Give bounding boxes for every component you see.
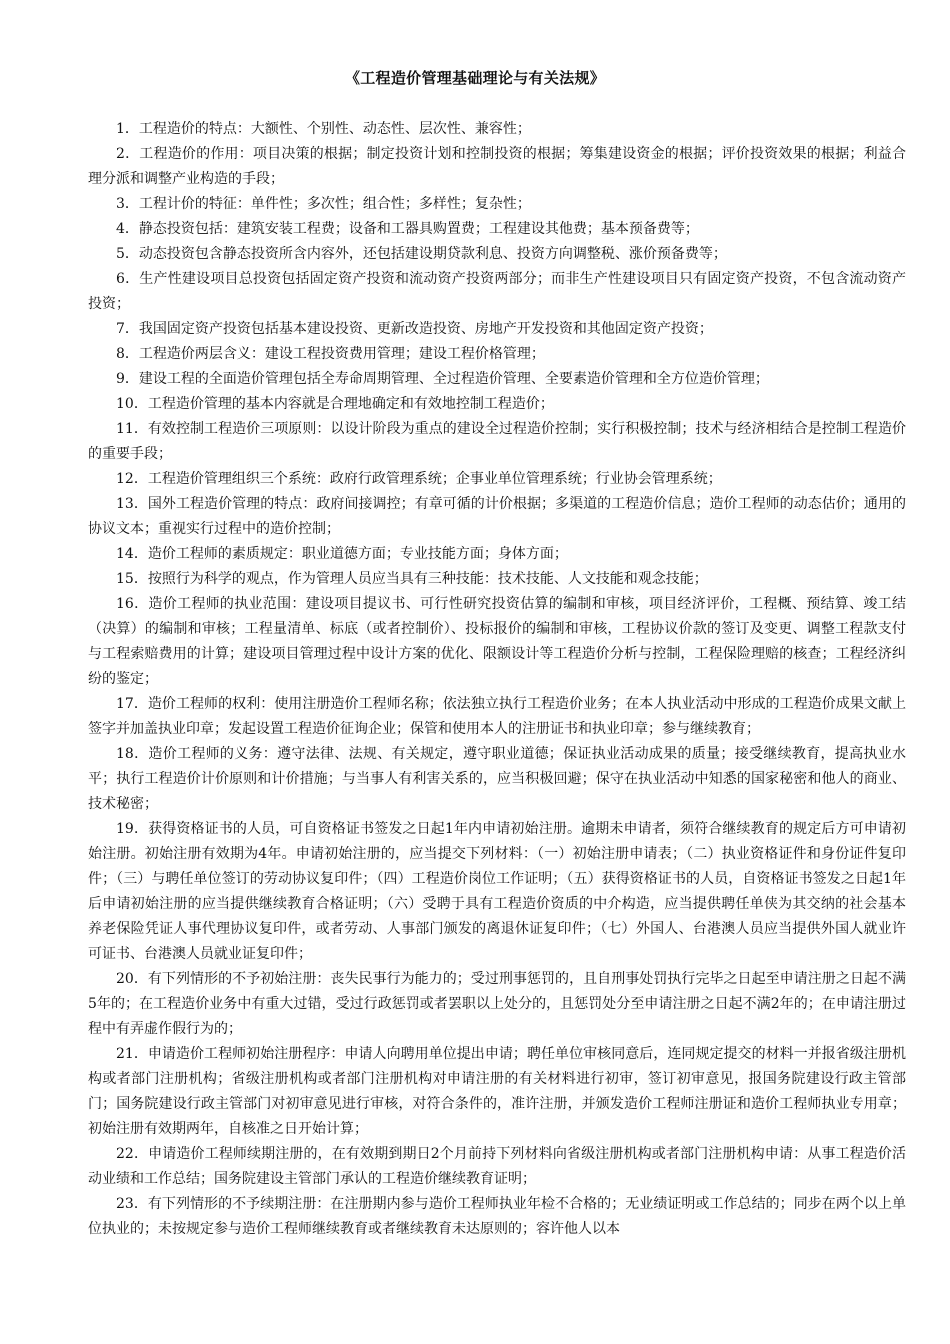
document-title: 《工程造价管理基础理论与有关法规》 [344, 69, 606, 87]
paragraph-3: 3．工程计价的特征：单件性；多次性；组合性；多样性；复杂性； [116, 196, 531, 212]
paragraph-11: 11．有效控制工程造价三项原则：以设计阶段为重点的建设全过程造价控制；实行积极控制；技术与经济相结合是控制工程造价的重要手段； [88, 421, 906, 462]
paragraph-21: 21．申请造价工程师初始注册程序：申请人向聘用单位提出申请；聘任单位审核同意后，连同规定提交的材料一并报省级注册机构或者部门注册机构；省级注册机构或者部门注册机构对申请注册的有关材料进行初审，签订初审意见，报国务院建设行政主管部门；国务院建设行政主管部门对初审意见进行审核，对符合条件的，准许注册，并颁发造价工程师注册证和造价工程师执业专用章；初始注册有效期两年，自核准之日开始计算； [88, 1046, 906, 1137]
document-body [88, 117, 906, 1242]
paragraph-19: 19．获得资格证书的人员，可自资格证书签发之日起1年内申请初始注册。逾期未申请者，须符合继续教育的规定后方可申请初始注册。初始注册有效期为4年。申请初始注册的，应当提交下列材料：（一）初始注册申请表；（二）执业资格证件和身份证件复印件；（三）与聘任单位签订的劳动协议复印件；（四）工程造价岗位工作证明；（五）获得资格证书的人员，自资格证书签发之日起1年后申请初始注册的应当提供继续教育合格证明；（六）受聘于具有工程造价资质的中介构造，应当提供聘任单侠为其交纳的社会基本养老保险凭证人事代理协议复印件，或者劳动、人事部门颁发的离退休证复印件；（七）外国人、台港澳人员应当提供外国人就业许可证书、台港澳人员就业证复印件； [88, 821, 906, 962]
paragraph-6: 6．生产性建设项目总投资包括固定资产投资和流动资产投资两部分；而非生产性建设项目只有固定资产投资，不包含流动资产投资； [88, 271, 906, 312]
paragraph-15: 15．按照行为科学的观点，作为管理人员应当具有三种技能：技术技能、人文技能和观念技能； [116, 571, 708, 587]
paragraph-10: 10．工程造价管理的基本内容就是合理地确定和有效地控制工程造价； [116, 396, 554, 412]
paragraph-9: 9．建设工程的全面造价管理包括全寿命周期管理、全过程造价管理、全要素造价管理和全方位造价管理； [116, 371, 769, 387]
paragraph-5: 5．动态投资包含静态投资所含内容外，还包括建设期贷款利息、投资方向调整税、涨价预备费等； [116, 246, 727, 262]
paragraph-20: 20．有下列情形的不予初始注册：丧失民事行为能力的；受过刑事惩罚的，且自刑事处罚执行完毕之日起至申请注册之日起不满5年的；在工程造价业务中有重大过错，受过行政惩罚或者罢职以上处分的，且惩罚处分至申请注册之日起不满2年的；在申请注册过程中有弄虚作假行为的； [88, 971, 906, 1037]
paragraph-8: 8．工程造价两层含义：建设工程投资费用管理；建设工程价格管理； [116, 346, 545, 362]
paragraph-13: 13．国外工程造价管理的特点：政府间接调控；有章可循的计价根据；多渠道的工程造价信息；造价工程师的动态估价；通用的协议文本；重视实行过程中的造价控制； [88, 496, 906, 537]
paragraph-2: 2．工程造价的作用：项目决策的根据；制定投资计划和控制投资的根据；筹集建设资金的根据；评价投资效果的根据；利益合理分派和调整产业构造的手段； [88, 146, 906, 187]
paragraph-12: 12．工程造价管理组织三个系统：政府行政管理系统；企事业单位管理系统；行业协会管理系统； [116, 471, 722, 487]
paragraph-4: 4．静态投资包括：建筑安装工程费；设备和工器具购置费；工程建设其他费；基本预备费等； [116, 221, 699, 237]
paragraph-22: 22．申请造价工程师续期注册的，在有效期到期日2个月前持下列材料向省级注册机构或者部门注册机构申请：从事工程造价活动业绩和工作总结；国务院建设主管部门承认的工程造价继续教育证明； [88, 1146, 906, 1187]
paragraph-17: 17．造价工程师的权利：使用注册造价工程师名称；依法独立执行工程造价业务；在本人执业活动中形成的工程造价成果文献上签字并加盖执业印章；发起设置工程造价征询企业；保管和使用本人的注册证书和执业印章；参与继续教育； [88, 696, 906, 737]
paragraph-23: 23．有下列情形的不予续期注册：在注册期内参与造价工程师执业年检不合格的；无业绩证明或工作总结的；同步在两个以上单位执业的；未按规定参与造价工程师继续教育或者继续教育未达原则的；容许他人以本 [88, 1196, 906, 1237]
paragraph-7: 7．我国固定资产投资包括基本建设投资、更新改造投资、房地产开发投资和其他固定资产投资； [116, 321, 713, 337]
paragraph-1: 1．工程造价的特点：大额性、个别性、动态性、层次性、兼容性； [116, 121, 531, 137]
paragraph-18: 18．造价工程师的义务：遵守法律、法规、有关规定，遵守职业道德；保证执业活动成果的质量；接受继续教育，提高执业水平；执行工程造价计价原则和计价措施；与当事人有利害关系的，应当积极回避；保守在执业活动中知悉的国家秘密和他人的商业、技术秘密； [88, 746, 906, 812]
paragraph-14: 14．造价工程师的素质规定：职业道德方面；专业技能方面；身体方面； [116, 546, 568, 562]
paragraph-16: 16．造价工程师的执业范围：建设项目提议书、可行性研究投资估算的编制和审核，项目经济评价，工程概、预结算、竣工结（决算）的编制和审核；工程量清单、标底（或者控制价）、投标报价的编制和审核，工程协议价款的签订及变更、调整工程款支付与工程索赔费用的计算；建设项目管理过程中设计方案的优化、限额设计等工程造价分析与控制，工程保险理赔的核查；工程经济纠纷的鉴定； [88, 596, 906, 687]
